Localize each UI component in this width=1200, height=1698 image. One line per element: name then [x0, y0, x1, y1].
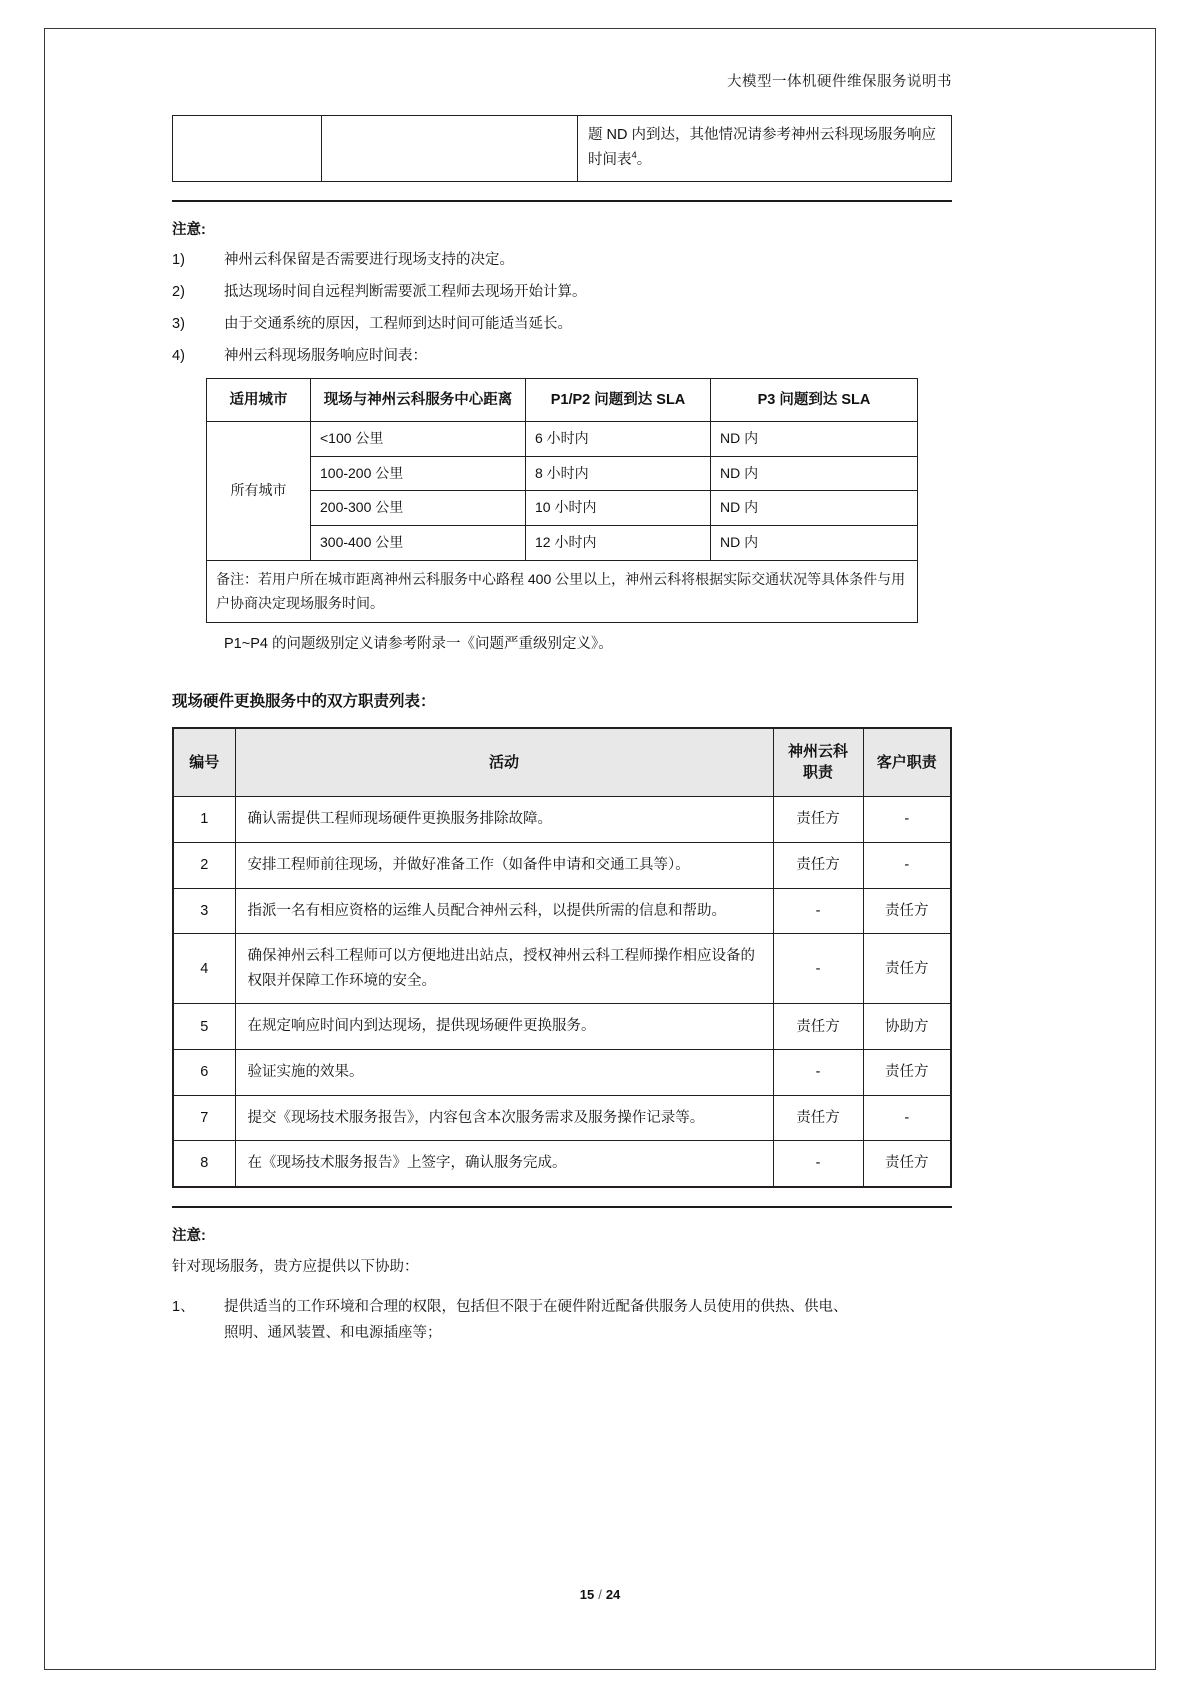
notice-list-2 — [172, 1294, 952, 1346]
resp-customer: - — [863, 1095, 951, 1141]
table-row — [173, 116, 952, 182]
resp-vendor: 责任方 — [773, 1004, 863, 1050]
list-item-number: 4) — [172, 348, 185, 365]
list-item-number: 2) — [172, 283, 185, 300]
sla-p12-value: 12 小时内 — [526, 526, 711, 561]
footer-page-number: 15 — [579, 1587, 595, 1602]
sla-distance-value: 100-200 公里 — [311, 456, 526, 491]
table-row — [173, 1141, 951, 1187]
fragment-cell-1 — [173, 116, 322, 182]
section-divider — [172, 200, 952, 202]
resp-customer: - — [863, 797, 951, 843]
sla-p3-value: ND 内 — [711, 491, 918, 526]
list-item-text-line2: 照明、通风装置、和电源插座等； — [224, 1324, 442, 1341]
fragment-cell-2 — [322, 116, 578, 182]
sla-p12-value: 10 小时内 — [526, 491, 711, 526]
sla-p12-value: 6 小时内 — [526, 421, 711, 456]
resp-header-activity: 活动 — [235, 728, 773, 797]
resp-vendor: - — [773, 934, 863, 1004]
sla-city-value: 所有城市 — [207, 421, 311, 560]
table-row — [173, 1004, 951, 1050]
footnote-marker: 4 — [631, 150, 637, 162]
resp-vendor: 责任方 — [773, 1095, 863, 1141]
resp-vendor: 责任方 — [773, 797, 863, 843]
resp-activity: 安排工程师前往现场，并做好准备工作（如备件申请和交通工具等）。 — [235, 842, 773, 888]
notice-intro-text: 针对现场服务，贵方应提供以下协助： — [172, 1258, 419, 1275]
resp-customer: 责任方 — [863, 1050, 951, 1096]
notice-block-2 — [172, 1224, 952, 1346]
sla-p3-value: ND 内 — [711, 456, 918, 491]
list-item-text: 抵达现场时间自远程判断需要派工程师去现场开始计算。 — [224, 283, 587, 300]
resp-vendor: - — [773, 888, 863, 934]
list-item — [172, 1294, 952, 1346]
table-row — [207, 491, 918, 526]
footer-total-pages: 24 — [605, 1587, 621, 1602]
resp-header-index: 编号 — [173, 728, 235, 797]
resp-customer: - — [863, 842, 951, 888]
sla-header-distance: 现场与神州云科服务中心距离 — [311, 378, 526, 421]
resp-vendor: 责任方 — [773, 842, 863, 888]
list-item-text — [224, 1294, 848, 1346]
sla-distance-value: 300-400 公里 — [311, 526, 526, 561]
list-item-number: 3) — [172, 316, 185, 333]
list-item-text: 神州云科保留是否需要进行现场支持的决定。 — [224, 251, 514, 268]
sla-remark: 备注：若用户所在城市距离神州云科服务中心路程 400 公里以上，神州云科将根据实际交通状况等具体条件与用户协商决定现场服务时间。 — [207, 560, 918, 622]
resp-index: 4 — [173, 934, 235, 1004]
resp-customer: 责任方 — [863, 934, 951, 1004]
notice-list-1 — [172, 249, 952, 369]
table-row — [173, 797, 951, 843]
resp-activity: 验证实施的效果。 — [235, 1050, 773, 1096]
resp-header-vendor-line2: 职责 — [802, 764, 833, 782]
fragment-text-line2: 时间表 — [588, 152, 632, 169]
resp-customer: 责任方 — [863, 1141, 951, 1187]
sla-distance-value: 200-300 公里 — [311, 491, 526, 526]
list-item — [172, 345, 952, 368]
resp-activity: 提交《现场技术服务报告》，内容包含本次服务需求及服务操作记录等。 — [235, 1095, 773, 1141]
sla-header-p3: P3 问题到达 SLA — [711, 378, 918, 421]
resp-activity: 确保神州云科工程师可以方便地进出站点，授权神州云科工程师操作相应设备的权限并保障工作环境的安全。 — [235, 934, 773, 1004]
fragment-text-line1: 题 ND 内到达，其他情况请参考神州云科现场服务响应 — [588, 127, 936, 143]
list-item-number: 1、 — [172, 1298, 195, 1315]
sla-response-time-table — [206, 378, 918, 623]
list-item-text: 神州云科现场服务响应时间表： — [224, 348, 427, 365]
resp-activity: 确认需提供工程师现场硬件更换服务排除故障。 — [235, 797, 773, 843]
resp-header-customer: 客户职责 — [863, 728, 951, 797]
fragment-text-line2-end: 。 — [636, 152, 652, 169]
sla-header-p12: P1/P2 问题到达 SLA — [526, 378, 711, 421]
sla-table-wrapper — [206, 378, 918, 623]
document-header-title: 大模型一体机硬件维保服务说明书 — [727, 74, 952, 90]
notice-label-2: 注意: — [172, 1227, 206, 1244]
notice-label-1: 注意: — [172, 221, 206, 238]
resp-index: 7 — [173, 1095, 235, 1141]
list-item — [172, 249, 952, 272]
sla-distance-value: <100 公里 — [311, 421, 526, 456]
resp-activity: 在规定响应时间内到达现场，提供现场硬件更换服务。 — [235, 1004, 773, 1050]
sla-header-city: 适用城市 — [207, 378, 311, 421]
resp-index: 2 — [173, 842, 235, 888]
footer-separator: / — [598, 1587, 602, 1602]
table-row — [207, 421, 918, 456]
resp-activity: 指派一名有相应资格的运维人员配合神州云科，以提供所需的信息和帮助。 — [235, 888, 773, 934]
resp-activity: 在《现场技术服务报告》上签字，确认服务完成。 — [235, 1141, 773, 1187]
resp-header-vendor-line1: 神州云科 — [787, 742, 848, 760]
list-item-text: 由于交通系统的原因，工程师到达时间可能适当延长。 — [224, 316, 572, 333]
table-row — [173, 934, 951, 1004]
resp-index: 8 — [173, 1141, 235, 1187]
list-item-number: 1) — [172, 251, 185, 268]
sla-footnote-text: P1~P4 的问题级别定义请参考附录一《问题严重级别定义》。 — [224, 635, 613, 652]
fragment-cell-3 — [578, 116, 952, 182]
resp-header-vendor — [773, 728, 863, 797]
section-divider-2 — [172, 1206, 952, 1208]
table-row — [173, 888, 951, 934]
responsibility-table — [172, 727, 952, 1188]
table-row — [173, 842, 951, 888]
resp-customer: 责任方 — [863, 888, 951, 934]
list-item — [172, 313, 952, 336]
table-row — [173, 1095, 951, 1141]
sla-p12-value: 8 小时内 — [526, 456, 711, 491]
resp-index: 3 — [173, 888, 235, 934]
table-header-row — [173, 728, 951, 797]
table-row — [207, 456, 918, 491]
list-item — [172, 281, 952, 304]
table-header-row — [207, 378, 918, 421]
page-content — [172, 70, 952, 1346]
table-row — [173, 1050, 951, 1096]
section-title: 现场硬件更换服务中的双方职责列表： — [172, 692, 436, 710]
resp-vendor: - — [773, 1050, 863, 1096]
list-item-text-line1: 提供适当的工作环境和合理的权限，包括但不限于在硬件附近配备供服务人员使用的供热、供电、 — [224, 1298, 848, 1315]
sla-p3-value: ND 内 — [711, 421, 918, 456]
resp-index: 5 — [173, 1004, 235, 1050]
resp-vendor: - — [773, 1141, 863, 1187]
resp-customer: 协助方 — [863, 1004, 951, 1050]
continued-table-fragment — [172, 115, 952, 182]
page-footer — [0, 1587, 1200, 1602]
table-row — [207, 560, 918, 622]
table-row — [207, 526, 918, 561]
sla-p3-value: ND 内 — [711, 526, 918, 561]
resp-index: 1 — [173, 797, 235, 843]
resp-index: 6 — [173, 1050, 235, 1096]
